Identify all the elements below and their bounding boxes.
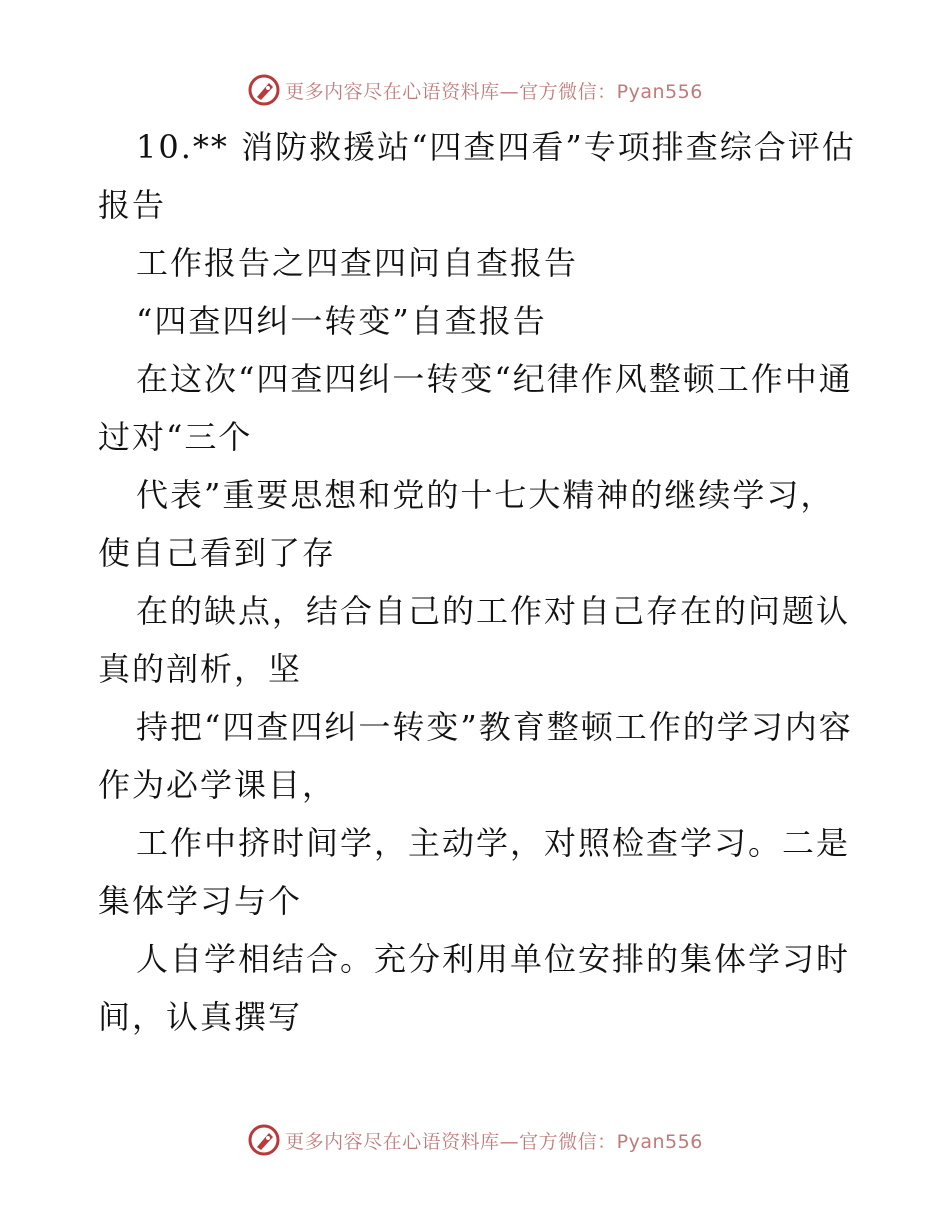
pen-nib-logo-icon <box>247 1123 281 1157</box>
document-line: 持把“四查四纠一转变”教育整顿工作的学习内容作为必学课目， <box>98 708 853 804</box>
document-line: 人自学相结合。充分利用单位安排的集体学习时间，认真撰写 <box>98 940 851 1036</box>
header-banner <box>0 70 950 110</box>
document-line: 在的缺点，结合自己的工作对自己存在的问题认真的剖析，坚 <box>98 592 851 688</box>
document-line: 代表”重要思想和党的十七大精神的继续学习，使自己看到了存 <box>98 476 835 572</box>
pen-nib-logo-icon <box>247 73 281 107</box>
document-line: 工作中挤时间学，主动学，对照检查学习。二是集体学习与个 <box>98 824 851 920</box>
document-body <box>98 118 858 1046</box>
document-line: 在这次“四查四纠一转变“纪律作风整顿工作中通过对“三个 <box>98 360 853 456</box>
document-line: 10.** 消防救援站“四查四看”专项排查综合评估报告 <box>98 128 856 224</box>
header-banner-text: 更多内容尽在心语资料库—官方微信：Pyan556 <box>285 80 703 103</box>
footer-banner-text: 更多内容尽在心语资料库—官方微信：Pyan556 <box>285 1130 703 1153</box>
footer-banner <box>0 1120 950 1160</box>
document-line: 工作报告之四查四问自查报告 <box>136 244 579 282</box>
document-line: “四查四纠一转变”自查报告 <box>136 302 547 340</box>
